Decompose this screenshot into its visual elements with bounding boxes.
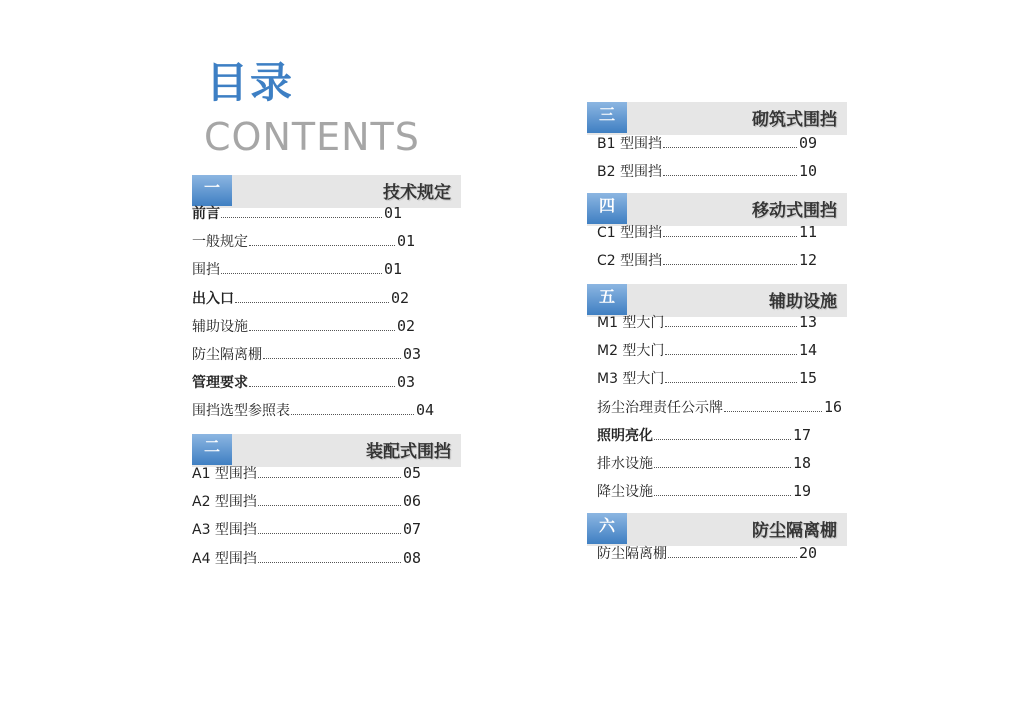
toc-entry-label: 照明亮化 <box>597 427 653 444</box>
toc-entry[interactable] <box>597 250 817 270</box>
toc-entry-label: C1 型围挡 <box>597 225 663 241</box>
toc-entry[interactable] <box>597 312 817 332</box>
section-number-badge: 一 <box>192 175 232 206</box>
toc-entry-page: 10 <box>798 162 817 181</box>
toc-entry-page: 17 <box>792 425 811 444</box>
toc-entry-page: 03 <box>402 345 421 363</box>
toc-entry-label: B1 型围挡 <box>597 136 662 152</box>
toc-entry-label: 出入口 <box>192 290 234 307</box>
toc-entry-label: M2 型大门 <box>597 343 665 360</box>
toc-entry-label: 管理要求 <box>192 375 248 392</box>
section-title: 移动式围挡 <box>752 201 837 221</box>
section-title: 技术规定 <box>383 183 451 203</box>
toc-entry[interactable] <box>597 397 842 417</box>
section-title: 砌筑式围挡 <box>752 110 837 130</box>
toc-dot-leader <box>249 244 395 246</box>
toc-dot-leader <box>258 476 401 478</box>
section-number-badge: 二 <box>192 434 232 465</box>
toc-entry[interactable] <box>192 288 409 308</box>
toc-entry-page: 03 <box>396 373 415 392</box>
toc-entry[interactable] <box>192 548 421 568</box>
toc-entry-label: 辅助设施 <box>192 318 248 335</box>
toc-entry-page: 05 <box>402 464 421 482</box>
toc-entry-page: 18 <box>792 454 811 472</box>
toc-dot-leader <box>663 263 797 265</box>
toc-dot-leader <box>291 413 414 415</box>
toc-entry-label: 防尘隔离棚 <box>192 347 262 363</box>
toc-entry-page: 13 <box>798 313 817 331</box>
toc-entry-label: 一般规定 <box>192 234 248 251</box>
toc-entry-label: 防尘隔离棚 <box>597 546 667 562</box>
toc-entry-page: 16 <box>823 397 842 416</box>
toc-dot-leader <box>654 466 791 468</box>
toc-entry-page: 19 <box>792 482 811 501</box>
toc-entry[interactable] <box>192 463 421 483</box>
toc-entry-label: A3 型围挡 <box>192 522 257 539</box>
toc-entry[interactable] <box>192 519 421 539</box>
toc-entry-page: 01 <box>383 204 402 222</box>
toc-entry[interactable] <box>597 543 817 563</box>
section-number-badge: 五 <box>587 284 627 315</box>
toc-entry[interactable] <box>192 491 421 511</box>
section-number-badge: 四 <box>587 193 627 224</box>
toc-dot-leader <box>258 532 401 534</box>
toc-entry[interactable] <box>192 344 421 364</box>
toc-entry-label: A1 型围挡 <box>192 466 257 482</box>
toc-dot-leader <box>663 235 797 237</box>
toc-dot-leader <box>665 381 797 383</box>
toc-entry-page: 15 <box>798 369 817 388</box>
toc-entry[interactable] <box>192 372 415 392</box>
toc-entry-label: 扬尘治理责任公示牌 <box>597 399 723 416</box>
toc-entry-page: 09 <box>798 134 817 152</box>
toc-entry-label: M1 型大门 <box>597 315 665 331</box>
toc-dot-leader <box>263 357 401 359</box>
toc-entry-label: C2 型围挡 <box>597 253 663 270</box>
toc-dot-leader <box>663 146 797 148</box>
contents-title-en: CONTENTS <box>204 115 420 159</box>
section-number-badge: 六 <box>587 513 627 544</box>
section-title: 装配式围挡 <box>366 442 451 462</box>
toc-dot-leader <box>663 174 797 176</box>
toc-entry[interactable] <box>192 316 415 336</box>
section-title: 辅助设施 <box>769 292 837 312</box>
toc-entry-page: 06 <box>402 492 421 511</box>
toc-entry[interactable] <box>597 453 811 473</box>
toc-entry[interactable] <box>597 368 817 388</box>
section-header <box>587 102 847 135</box>
toc-dot-leader <box>665 353 797 355</box>
toc-entry-page: 01 <box>383 260 402 279</box>
toc-dot-leader <box>668 556 797 558</box>
toc-entry-page: 02 <box>396 316 415 335</box>
toc-dot-leader <box>724 410 822 412</box>
toc-entry[interactable] <box>192 231 415 251</box>
toc-dot-leader <box>654 494 791 496</box>
toc-entry-label: M3 型大门 <box>597 371 665 388</box>
toc-dot-leader <box>249 385 395 387</box>
toc-entry-page: 02 <box>390 288 409 307</box>
toc-dot-leader <box>235 301 389 303</box>
toc-entry-page: 12 <box>798 251 817 270</box>
section-title: 防尘隔离棚 <box>752 521 837 541</box>
toc-dot-leader <box>665 325 797 327</box>
toc-entry[interactable] <box>192 259 402 279</box>
toc-entry-label: 排水设施 <box>597 456 653 472</box>
toc-entry[interactable] <box>597 133 817 153</box>
toc-entry-page: 01 <box>396 232 415 251</box>
toc-entry-label: 围挡选型参照表 <box>192 403 290 420</box>
toc-entry[interactable] <box>597 340 817 360</box>
toc-entry[interactable] <box>597 425 811 445</box>
toc-dot-leader <box>258 504 401 506</box>
toc-entry-label: B2 型围挡 <box>597 164 662 181</box>
toc-entry-label: 前言 <box>192 206 220 222</box>
toc-dot-leader <box>654 438 791 440</box>
toc-entry-label: 围挡 <box>192 262 220 279</box>
toc-entry-page: 14 <box>798 341 817 360</box>
section-header <box>587 513 847 546</box>
toc-entry-page: 20 <box>798 544 817 562</box>
toc-entry[interactable] <box>597 161 817 181</box>
toc-dot-leader <box>258 561 401 563</box>
toc-entry[interactable] <box>597 222 817 242</box>
toc-entry-label: 降尘设施 <box>597 484 653 501</box>
toc-dot-leader <box>221 272 382 274</box>
toc-entry-label: A4 型围挡 <box>192 550 257 567</box>
toc-entry-page: 08 <box>402 548 421 567</box>
contents-title-cn: 目录 <box>206 58 295 107</box>
toc-dot-leader <box>249 329 395 331</box>
toc-entry[interactable] <box>192 203 402 223</box>
toc-entry-page: 11 <box>798 223 817 241</box>
toc-entry[interactable] <box>597 481 811 501</box>
toc-entry-label: A2 型围挡 <box>192 494 257 511</box>
toc-entry[interactable] <box>192 400 434 420</box>
section-number-badge: 三 <box>587 102 627 133</box>
toc-entry-page: 07 <box>402 520 421 539</box>
toc-entry-page: 04 <box>415 401 434 420</box>
toc-dot-leader <box>221 216 382 218</box>
